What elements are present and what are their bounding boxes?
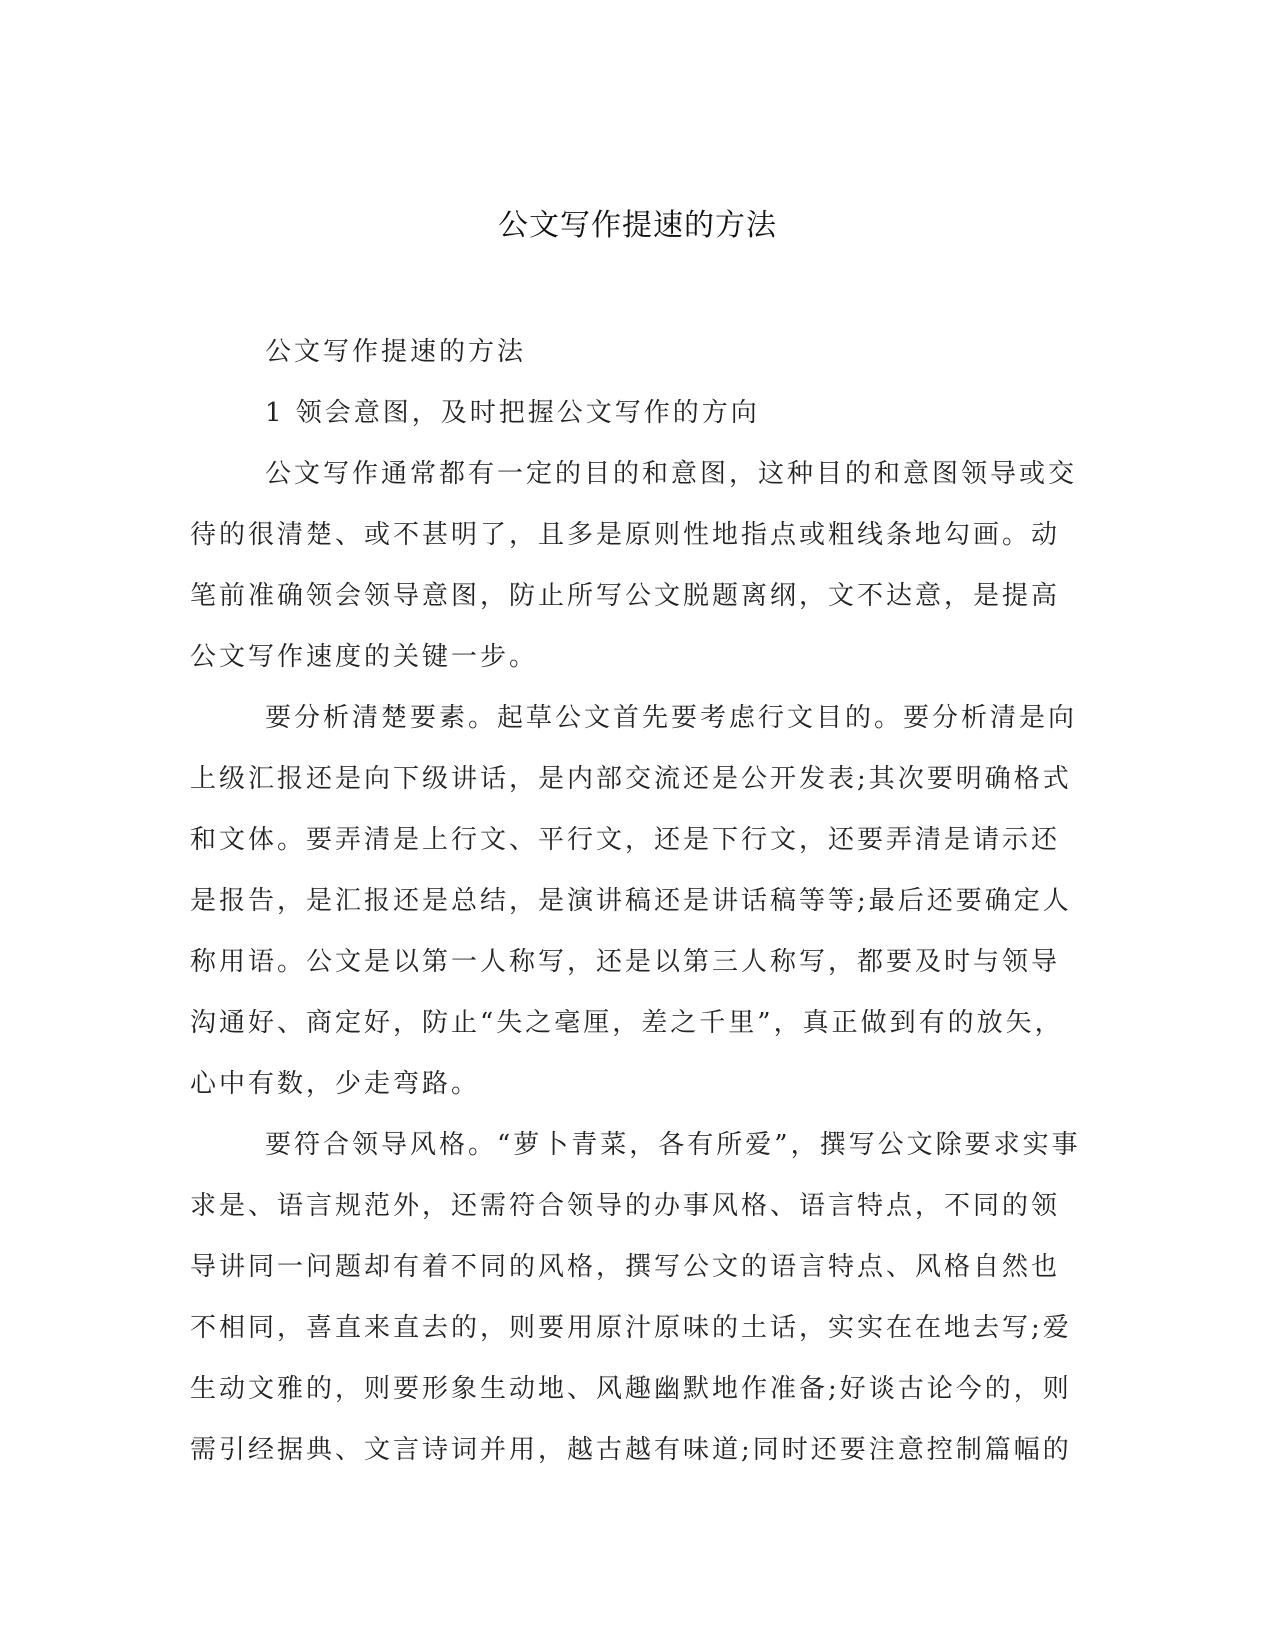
paragraph-line: 公文写作速度的关键一步。 [190,642,539,672]
paragraph-line: 沟通好、商定好，防止“失之毫厘，差之千里”，真正做到有的放矢， [190,1008,1064,1038]
paragraph-line: 求是、语言规范外，还需符合领导的办事风格、语言特点，不同的领 [190,1191,1061,1221]
document-body [190,322,1081,1481]
paragraph-line: 公文写作通常都有一定的目的和意图，这种目的和意图领导或交 [265,459,1078,489]
subtitle-line: 公文写作提速的方法 [265,337,527,367]
document-title: 公文写作提速的方法 [498,208,777,243]
paragraph-line: 待的很清楚、或不甚明了，且多是原则性地指点或粗线条地勾画。动 [190,520,1061,550]
paragraph-line: 是报告，是汇报还是总结，是演讲稿还是讲话稿等等;最后还要确定人 [190,886,1072,916]
paragraph-line: 导讲同一问题却有着不同的风格，撰写公文的语言特点、风格自然也 [190,1252,1061,1282]
paragraph-line: 要符合领导风格。“萝卜青菜，各有所爱”，撰写公文除要求实事 [265,1130,1081,1160]
paragraph-line: 称用语。公文是以第一人称写，还是以第三人称写，都要及时与领导 [190,947,1061,977]
paragraph-line: 上级汇报还是向下级讲话，是内部交流还是公开发表;其次要明确格式 [190,764,1072,794]
paragraph-line: 需引经据典、文言诗词并用，越古越有味道;同时还要注意控制篇幅的 [190,1435,1072,1465]
paragraph-line: 和文体。要弄清是上行文、平行文，还是下行文，还要弄清是请示还 [190,825,1061,855]
paragraph-line: 生动文雅的，则要形象生动地、风趣幽默地作准备;好谈古论今的，则 [190,1374,1072,1404]
paragraph-line: 要分析清楚要素。起草公文首先要考虑行文目的。要分析清是向 [265,703,1078,733]
paragraph-line: 心中有数，少走弯路。 [190,1069,481,1099]
paragraph-line: 不相同，喜直来直去的，则要用原汁原味的土话，实实在在地去写;爱 [190,1313,1072,1343]
section-heading: 1 领会意图，及时把握公文写作的方向 [265,398,760,428]
paragraph-line: 笔前准确领会领导意图，防止所写公文脱题离纲，文不达意，是提高 [190,581,1061,611]
